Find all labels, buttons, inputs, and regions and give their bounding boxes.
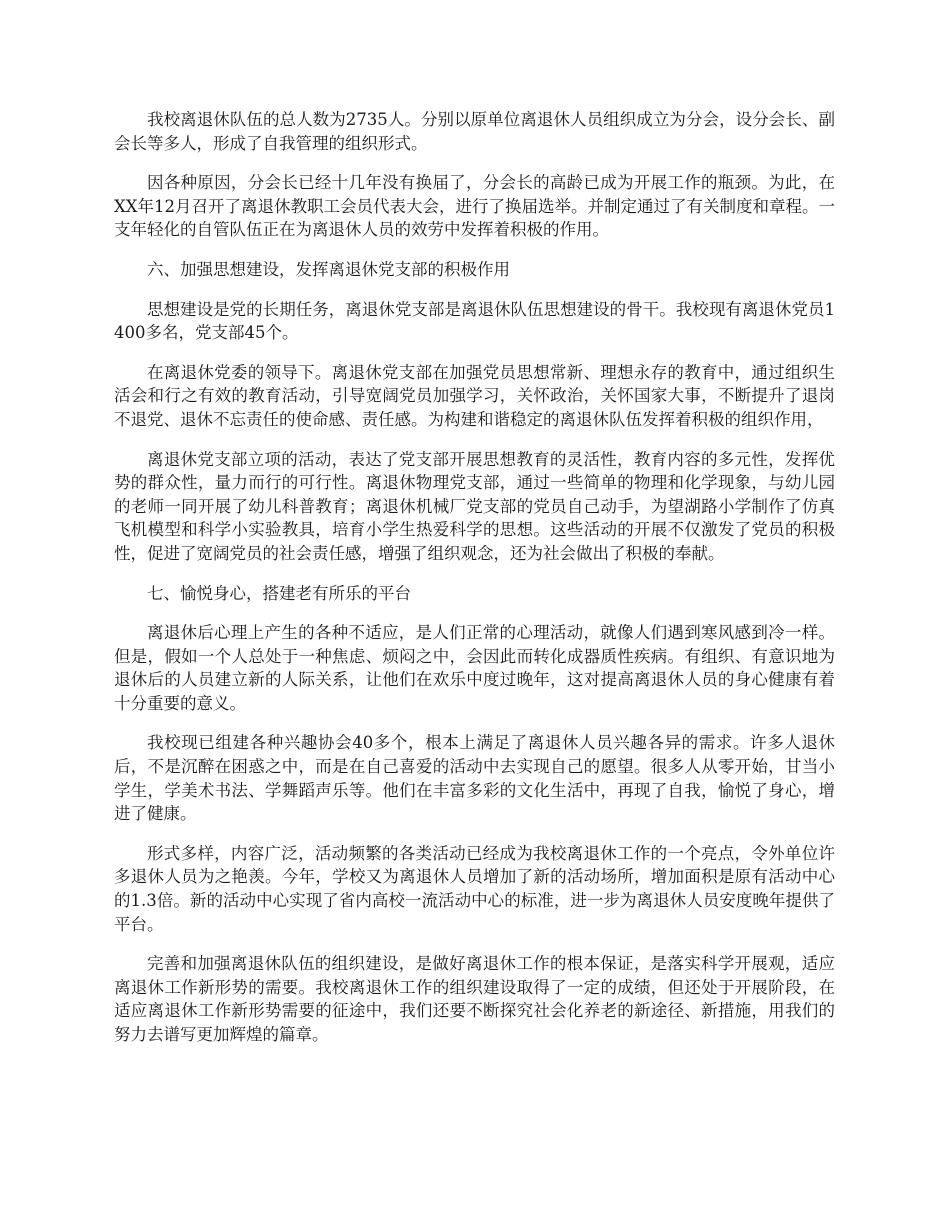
paragraph-psychology: 离退休后心理上产生的各种不适应，是人们正常的心理活动，就像人们遇到寒风感到冷一样。但是，假如一个人总处于一种焦虑、烦闷之中，会因此而转化成器质性疾病。有组织、有意识地为退休后的人员建立新的人际关系，让他们在欢乐中度过晚年，这对提高离退休人员的身心健康有着十分重要的意义。 (114, 623, 835, 713)
paragraph-retiree-count: 我校离退休队伍的总人数为2735人。分别以原单位离退休人员组织成立为分会，设分会长、副会长等多人，形成了自我管理的组织形式。 (114, 110, 835, 153)
paragraph-activity-center: 形式多样，内容广泛，活动频繁的各类活动已经成为我校离退休工作的一个亮点，令外单位许多退休人员为之艳羡。今年，学校又为离退休人员增加了新的活动场所，增加面积是原有活动中心的1.3倍。新的活动中心实现了省内高校一流活动中心的标准，进一步为离退休人员安度晚年提供了平台。 (114, 843, 835, 934)
section-heading-six: 六、加强思想建设，发挥离退休党支部的积极作用 (147, 259, 510, 279)
paragraph-branch-election: 因各种原因，分会长已经十几年没有换届了，分会长的高龄已成为开展工作的瓶颈。为此，在XX年12月召开了离退休教职工会员代表大会，进行了换届选举。并制定通过了有关制度和章程。一支年轻化的自管队伍正在为离退休人员的效劳中发挥着积极的作用。 (114, 173, 835, 240)
paragraph-interest-associations: 我校现已组建各种兴趣协会40多个，根本上满足了离退休人员兴趣各异的需求。许多人退休后，不是沉醉在困惑之中，而是在自己喜爱的活动中去实现自己的愿望。很多人从零开始，甘当小学生，学美术书法、学舞蹈声乐等。他们在丰富多彩的文化生活中，再现了自我，愉悦了身心，增进了健康。 (114, 733, 835, 824)
paragraph-party-members: 思想建设是党的长期任务，离退休党支部是离退休队伍思想建设的骨干。我校现有离退休党员1400多名，党支部45个。 (114, 299, 835, 343)
section-heading-seven: 七、愉悦身心，搭建老有所乐的平台 (147, 583, 411, 603)
paragraph-branch-activities: 离退休党支部立项的活动，表达了党支部开展思想教育的灵活性，教育内容的多元性，发挥优势的群众性，量力而行的可行性。离退休物理党支部，通过一些简单的物理和化学现象，与幼儿园的老师一同开展了幼儿科普教育；离退休机械厂党支部的党员自己动手，为望湖路小学制作了仿真飞机模型和科学小实验教具，培育小学生热爱科学的思想。这些活动的开展不仅激发了党员的积极性，促进了宽阔党员的社会责任感，增强了组织观念，还为社会做出了积极的奉献。 (114, 449, 835, 563)
paragraph-party-leadership: 在离退休党委的领导下。离退休党支部在加强党员思想常新、理想永存的教育中，通过组织生活会和行之有效的教育活动，引导宽阔党员加强学习，关怀政治，关怀国家大事，不断提升了退岗不退党、退休不忘责任的使命感、责任感。为构建和谐稳定的离退休队伍发挥着积极的组织作用， (114, 362, 835, 429)
paragraph-conclusion: 完善和加强离退休队伍的组织建设，是做好离退休工作的根本保证，是落实科学开展观，适应离退休工作新形势的需要。我校离退休工作的组织建设取得了一定的成绩，但还处于开展阶段，在适应离退休工作新形势需要的征途中，我们还要不断探究社会化养老的新途径、新措施，用我们的努力去谱写更加辉煌的篇章。 (114, 954, 835, 1044)
